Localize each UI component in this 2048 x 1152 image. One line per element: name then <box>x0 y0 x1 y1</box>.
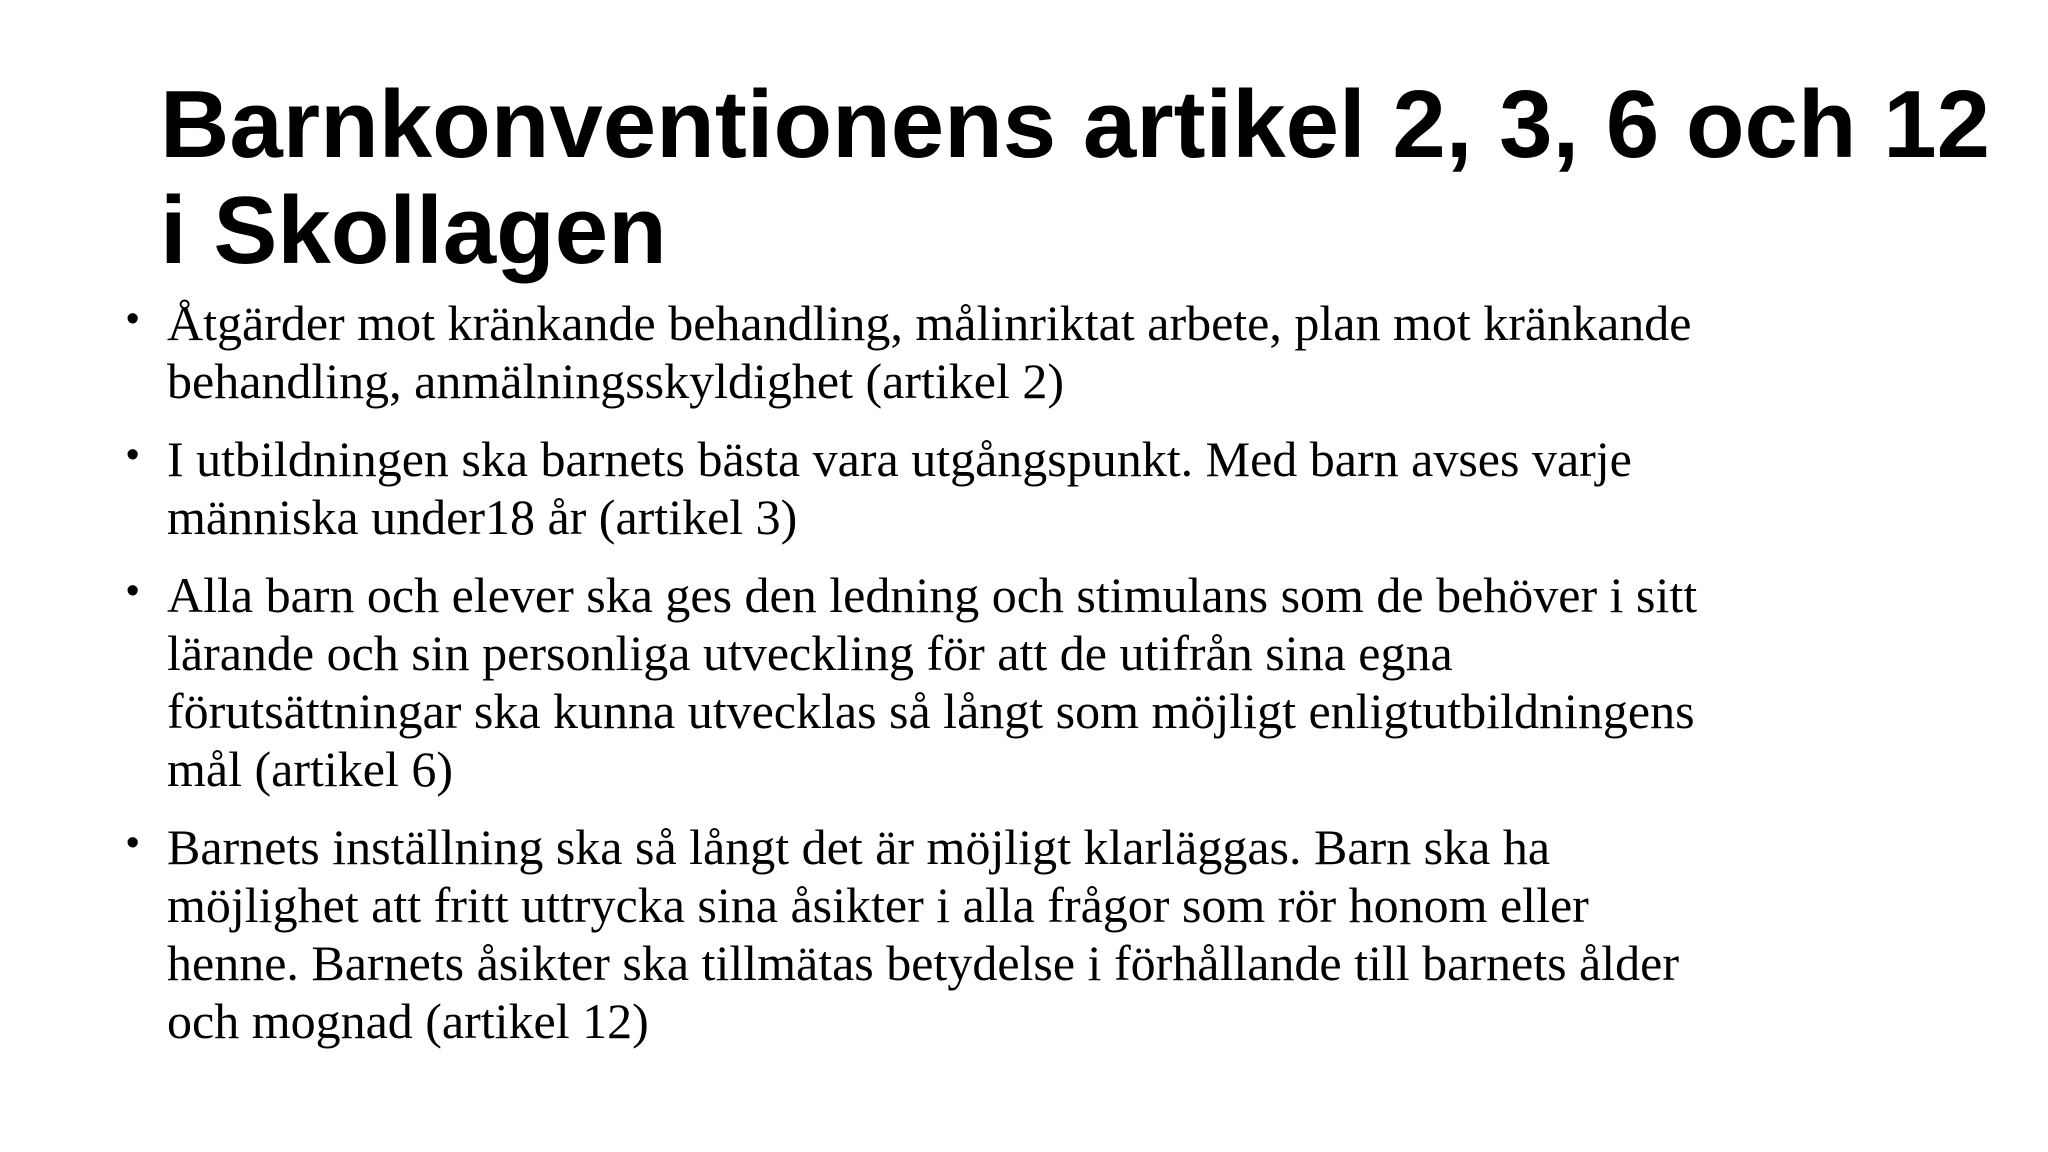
bullet-point-icon: • <box>126 298 140 340</box>
bullet-text-line: möjlighet att fritt uttrycka sina åsikter i alla frågor som rör honom eller <box>167 877 1589 933</box>
bullet-item <box>124 566 1944 798</box>
slide-title-line: i Skollagen <box>160 177 667 284</box>
bullet-point-icon: • <box>126 434 140 476</box>
slide-title <box>160 72 2000 284</box>
bullet-text-line: Åtgärder mot kränkande behandling, målinriktat arbete, plan mot kränkande <box>167 295 1692 351</box>
bullet-item <box>124 294 1944 410</box>
bullet-text-line: lärande och sin personliga utveckling för att de utifrån sina egna <box>167 625 1453 681</box>
bullet-text-line: mål (artikel 6) <box>167 741 453 797</box>
bullet-text-line: henne. Barnets åsikter ska tillmätas betydelse i förhållande till barnets ålder <box>167 935 1679 991</box>
bullet-text-line: förutsättningar ska kunna utvecklas så långt som möjligt enligtutbildningens <box>167 683 1695 739</box>
bullet-list <box>124 294 1944 1070</box>
bullet-text-line: Barnets inställning ska så långt det är möjligt klarläggas. Barn ska ha <box>167 819 1551 875</box>
bullet-text-line: människa under18 år (artikel 3) <box>167 489 798 545</box>
bullet-text-line: och mognad (artikel 12) <box>167 993 649 1049</box>
bullet-item <box>124 430 1944 546</box>
bullet-text-line: behandling, anmälningsskyldighet (artikel 2) <box>167 353 1065 409</box>
slide-title-line: Barnkonventionens artikel 2, 3, 6 och 12 <box>160 71 1990 178</box>
bullet-item <box>124 818 1944 1050</box>
bullet-point-icon: • <box>126 822 140 864</box>
bullet-text-line: I utbildningen ska barnets bästa vara utgångspunkt. Med barn avses varje <box>167 431 1632 487</box>
bullet-text-line: Alla barn och elever ska ges den ledning och stimulans som de behöver i sitt <box>167 567 1698 623</box>
bullet-point-icon: • <box>126 570 140 612</box>
